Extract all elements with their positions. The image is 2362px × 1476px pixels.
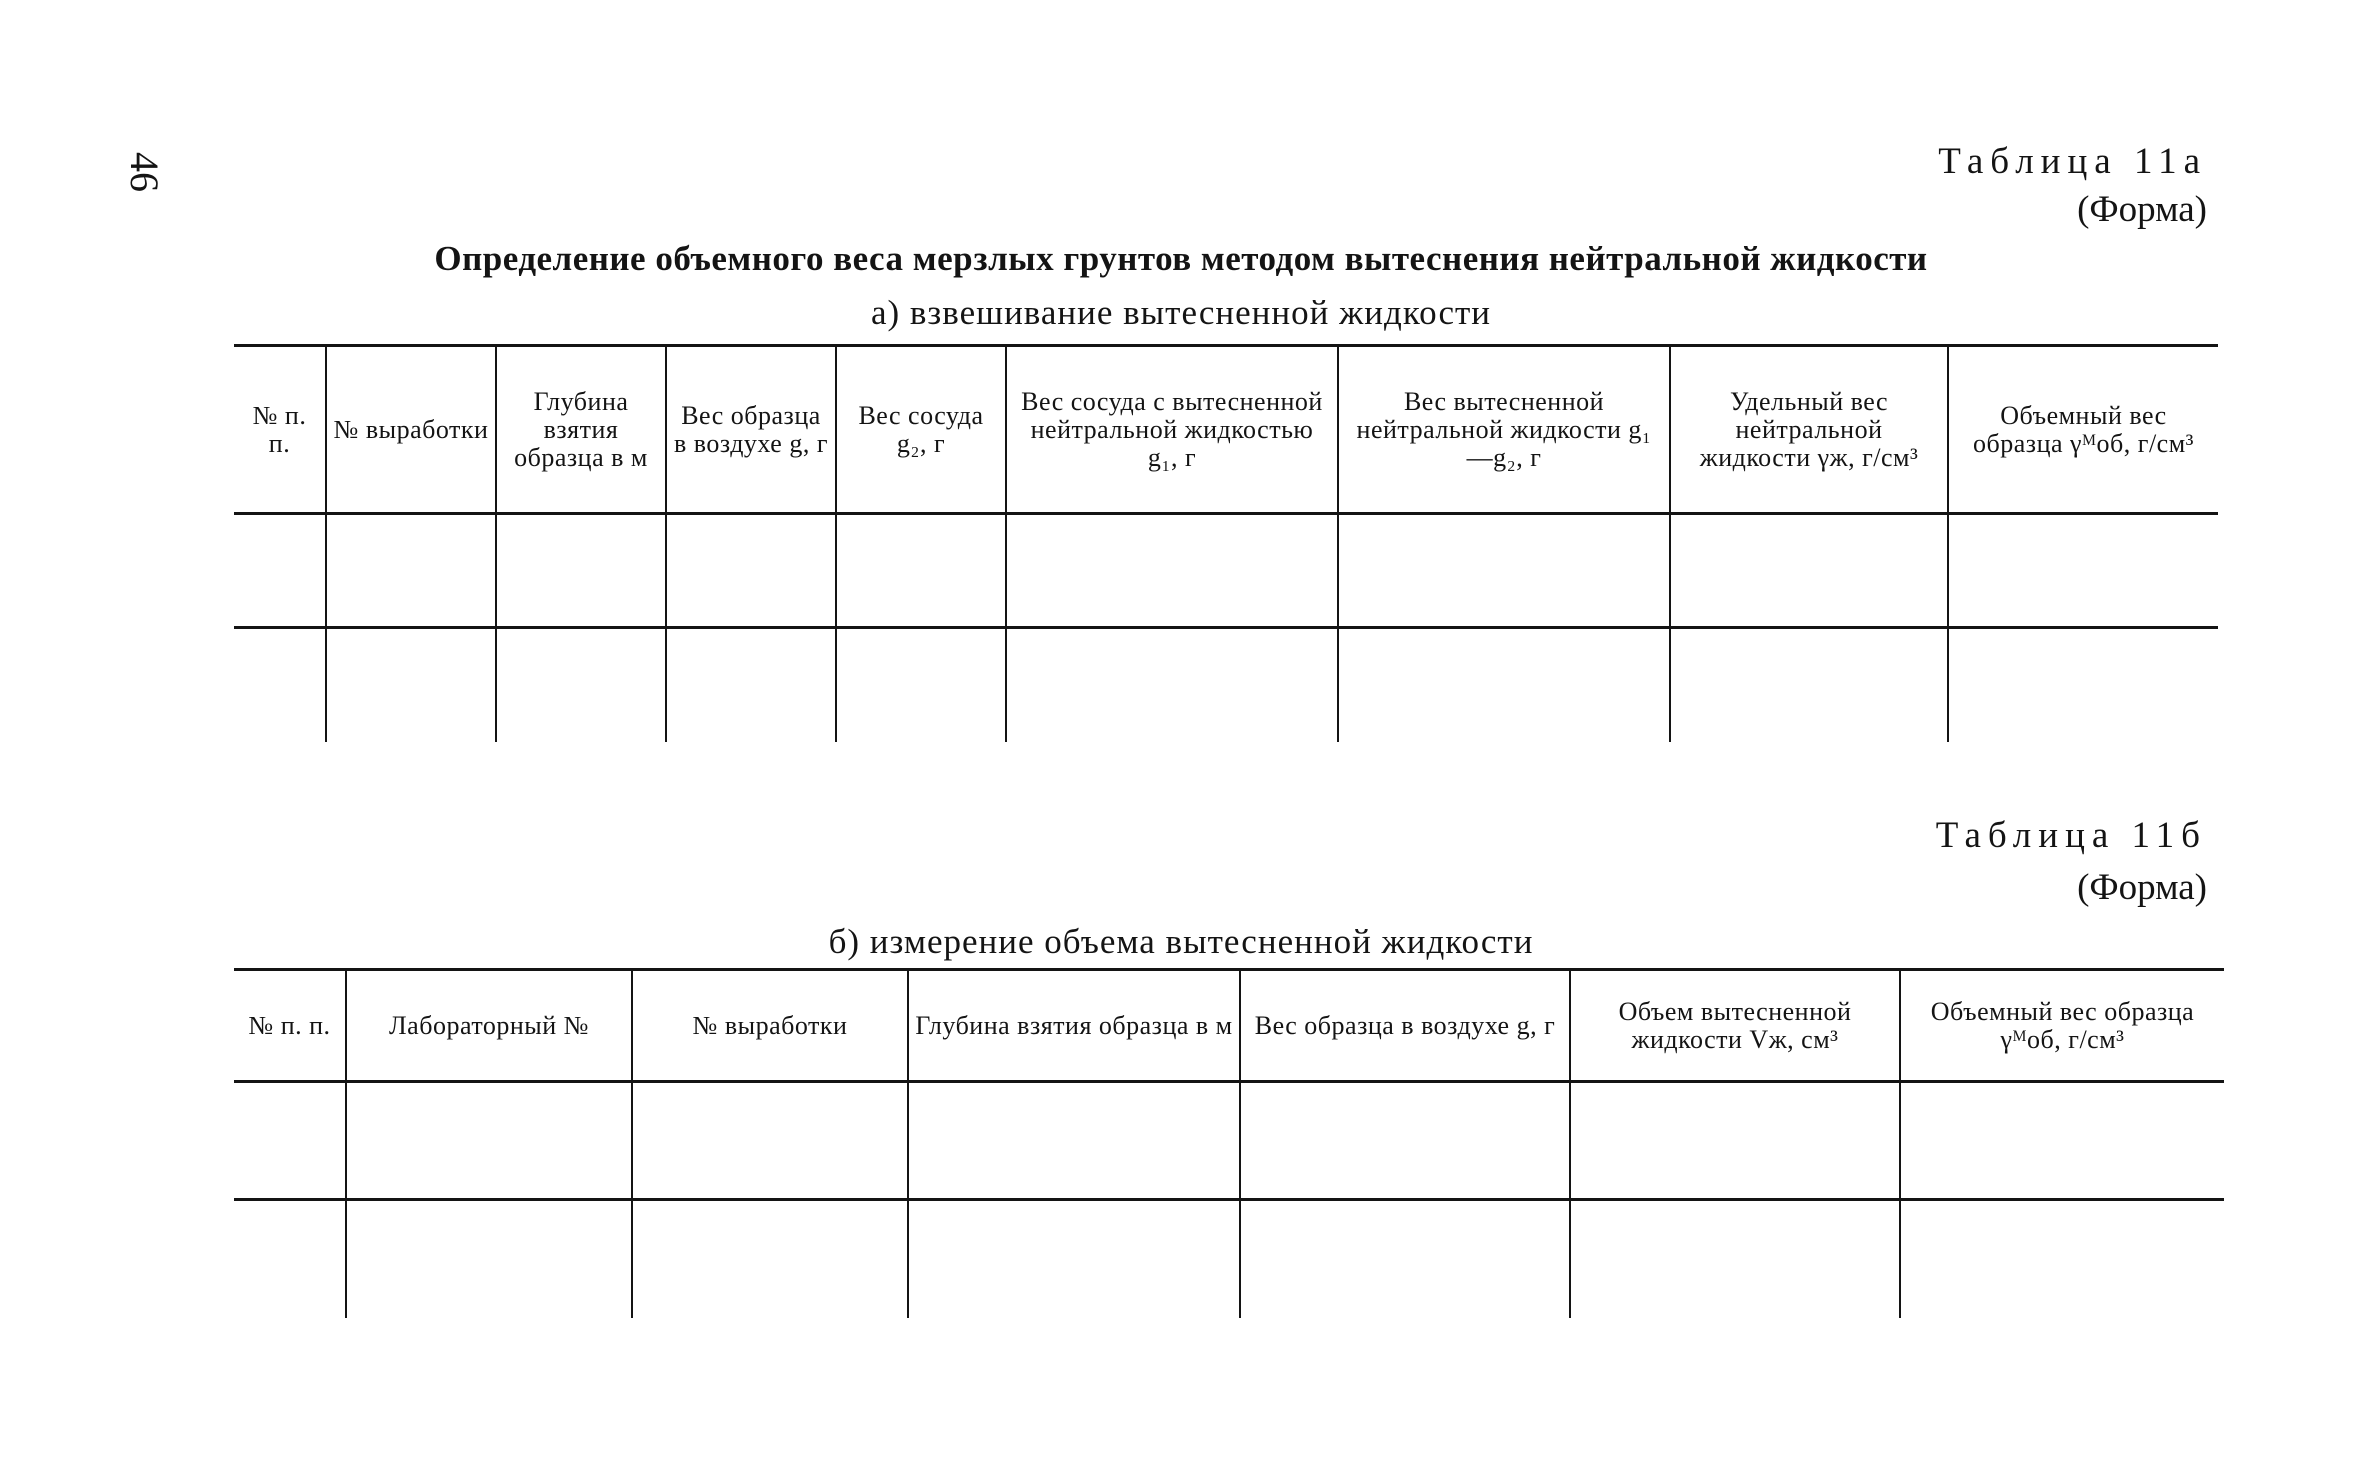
table-cell [666,628,836,742]
table-cell [1570,1082,1900,1200]
column-header: Вес сосуда с вытесненной нейтральной жидкостью g₁, г [1006,346,1338,514]
table-cell [1670,628,1948,742]
column-header: Объемный вес образца γᴹоб, г/см³ [1900,970,2224,1082]
column-header: Вес образца в воздухе g, г [666,346,836,514]
page-number: 46 [122,152,167,192]
table-cell [346,1200,632,1318]
table-cell [496,628,666,742]
table-cell [346,1082,632,1200]
table-11a-subtitle: а) взвешивание вытесненной жидкости [870,293,1492,332]
table-11a-label: Таблица 11а [1938,141,2207,182]
column-header: Вес образца в воздухе g, г [1240,970,1570,1082]
table-cell [1900,1082,2224,1200]
column-header: № выработки [326,346,496,514]
table-cell [1240,1200,1570,1318]
table-cell [1900,1200,2224,1318]
table-cell [1670,514,1948,628]
table-cell [632,1200,908,1318]
table-cell [632,1082,908,1200]
table-11a-form-label: (Форма) [2077,189,2207,230]
table-cell [908,1082,1240,1200]
table-11a-header-row [234,346,2218,514]
table-11a [234,344,2218,742]
table-11b-form-label: (Форма) [2077,867,2207,908]
table-cell [1948,628,2218,742]
table-cell [1006,514,1338,628]
table-cell [836,514,1006,628]
column-header: Удельный вес нейтральной жидкости γж, г/см³ [1670,346,1948,514]
column-header: № выработки [632,970,908,1082]
table-11b [234,968,2224,1318]
table-cell [1948,514,2218,628]
table-11b-label: Таблица 11б [1935,815,2207,856]
column-header: Объем вытесненной жидкости Vж, см³ [1570,970,1900,1082]
table-cell [1006,628,1338,742]
column-header: Глубина взятия образца в м [908,970,1240,1082]
document-title: Определение объемного веса мерзлых грунтов методом вытеснения нейтральной жидкости [434,239,1928,278]
table-row [234,1200,2224,1318]
table-cell [234,628,326,742]
table-cell [234,1200,346,1318]
table-11b-header-row [234,970,2224,1082]
table-cell [836,628,1006,742]
table-cell [234,514,326,628]
table-row [234,1082,2224,1200]
column-header: Вес вытесненной нейтральной жидкости g₁—g₂, г [1338,346,1670,514]
table-cell [666,514,836,628]
column-header: Вес сосуда g₂, г [836,346,1006,514]
column-header: Глубина взятия образца в м [496,346,666,514]
column-header: Объемный вес образца γᴹоб, г/см³ [1948,346,2218,514]
table-11b-subtitle: б) измерение объема вытесненной жидкости [828,922,1534,961]
column-header: № п. п. [252,400,307,458]
table-cell [326,514,496,628]
table-row [234,514,2218,628]
table-cell [1338,628,1670,742]
table-cell [908,1200,1240,1318]
table-cell [234,1082,346,1200]
table-cell [326,628,496,742]
table-cell [496,514,666,628]
table-cell [1570,1200,1900,1318]
column-header: № п. п. [248,1010,331,1040]
table-row [234,628,2218,742]
table-cell [1240,1082,1570,1200]
column-header: Лабораторный № [346,970,632,1082]
table-cell [1338,514,1670,628]
